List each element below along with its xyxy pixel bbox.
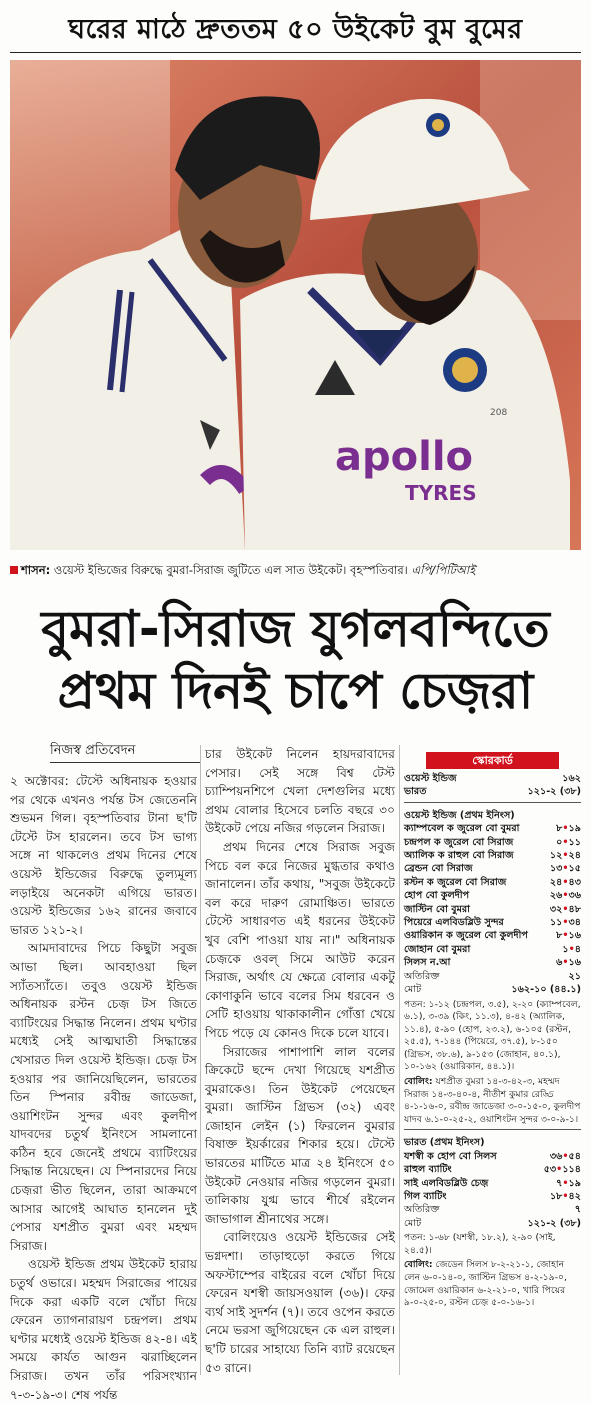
batter-name: রস্টন ক জুরেল বো সিরাজ (404, 876, 507, 888)
batting-row (404, 849, 581, 862)
batting-row (404, 889, 581, 902)
batter-score (556, 1177, 581, 1190)
batter-runs: ১৩ (549, 863, 563, 875)
batter-runs: ৩২ (549, 903, 563, 915)
batter-score (550, 903, 581, 916)
extras-value: ৭ (574, 1204, 581, 1216)
bowling-figures: জেডেন সিলস ৮-২-২১-১, জোহান লেন ৬-০-১৪-০, জাস্টিন গ্রিভস ৪-২-১৯-০, জোমেল ওয়ারিকান ৬-২-২১-০, খারি পিয়ের ৯-০-২৫-০, রস্টন চেজ় ৫-০-১৬-১। (404, 1259, 567, 1309)
article-column-1 (10, 772, 197, 1402)
batter-balls: ১৯ (568, 823, 581, 835)
separator-dot-icon: • (562, 930, 569, 942)
total-label: মোট (404, 1217, 422, 1229)
batting-row (404, 1177, 581, 1190)
summary-row (404, 785, 581, 798)
wi-bowling (404, 1076, 581, 1126)
batter-score (556, 836, 581, 849)
separator-dot-icon: • (562, 890, 569, 902)
batter-name: গিল ব্যাটিং (404, 1191, 447, 1203)
batter-name: ব্রেন্ডন বো সিরাজ (404, 863, 473, 875)
news-photo (10, 60, 581, 550)
summary-score: ১২১-২ (৩৮) (527, 786, 581, 798)
paragraph: ২ অক্টোবর: টেস্টে অধিনায়ক হওয়ার পর থেকে এখনও পর্যন্ত টস জেতেননি শুভমন গিল। বৃহস্পতিবার টানা ছ'টি টেস্টে টস হারলেন। তবে টস ভাগ্য সঙ্গে না থাকলেও প্রথম দিনের শেষে ওয়েস্ট ইন্ডিজের বিরুদ্ধে তুল্যমূল্য লড়াইয়ে অনেকটা এগিয়ে ভারত। ওয়েস্ট ইন্ডিজের ১৬২ রানের জবাবে ভারত ১২১-২। (10, 774, 197, 937)
extras-label: অতিরিক্ত (404, 1204, 440, 1216)
batting-row (404, 1150, 581, 1163)
paragraph: প্রথম দিনের শেষে সিরাজ সবুজ পিচে বল করে নিজের মুগ্ধতার কথাও জানালেন। তাঁর কথায়, "সবুজ উইকেটে বল করে দারুণ রোমাঞ্চিত। ভারতে টেস্টে সাধারণত এই ধরনের উইকেট খুব বেশি পাওয়া যায় না।" অধিনায়ক চেজ়কে ওবল্‌ সিমে আউট করেন সিরাজ, অর্থাৎ যে ক্ষেত্রে বোলার একটু কোণাকুনি ভাবে বলের সিম ধরবেন ও সেটি হাওয়ায় থাকাকালীন গোঁত্তা খেয়ে পিচে পড়ে যে কোনও দিকে চলে যাবে। (205, 839, 395, 1040)
batter-name: চন্দ্রপল ক জুরেল বো সিরাজ (404, 836, 514, 848)
divider (404, 802, 581, 803)
main-headline (10, 598, 581, 722)
batter-runs: ১১ (549, 917, 563, 929)
caption-lead: শাসন: (21, 563, 51, 577)
batter-runs: ১ (562, 943, 569, 955)
separator-dot-icon: • (562, 917, 569, 929)
ind-total-row (404, 1217, 581, 1230)
batter-name: সাই এলবিডব্লিউ চেজ় (404, 1177, 489, 1189)
separator-dot-icon: • (562, 903, 569, 915)
batter-score (550, 889, 581, 902)
separator-dot-icon: • (562, 863, 569, 875)
column-divider (200, 745, 201, 1375)
batting-row (404, 862, 581, 875)
batter-score (550, 876, 581, 889)
batter-runs: ৫৩ (543, 1164, 557, 1176)
batter-balls: ১৫ (568, 863, 581, 875)
scorecard (404, 752, 581, 1374)
extras-label: অতিরিক্ত (404, 970, 440, 982)
separator-dot-icon: • (568, 943, 575, 955)
separator-dot-icon: • (562, 836, 569, 848)
batter-score (556, 929, 581, 942)
scorecard-title: স্কোরকার্ড (426, 752, 559, 769)
batting-row (404, 876, 581, 889)
batter-name: সিলস ন.আ (404, 957, 451, 969)
article-column-2 (205, 745, 395, 1375)
batter-runs: ৮ (556, 930, 563, 942)
batter-balls: ১৬ (568, 930, 581, 942)
batter-runs: ১২ (549, 850, 563, 862)
batter-balls: ৪৮ (568, 903, 581, 915)
caption-credit: এপি/পিটিআই (407, 563, 476, 577)
batter-balls: ১১৪ (562, 1164, 581, 1176)
summary-team: ভারত (404, 786, 427, 798)
extras-value: ২১ (568, 970, 581, 982)
total-value: ১২১-২ (৩৮) (527, 1217, 581, 1229)
paragraph: ওয়েস্ট ইন্ডিজ প্রথম উইকেট হারায় চতুর্থ ওভারে। মহম্মদ সিরাজের পায়ের দিকে করা একটি বলে খোঁচা দিয়ে ফেরেন ত্যাগনারায়ণ চন্দ্রপল। প্রথম ঘণ্টার মধ্যেই ওয়েস্ট ইন্ডিজ ৪২-৪। এই সময়ে কার্যত আগুন ঝরাচ্ছিলেন সিরাজ। তখন তাঁর পরিসংখ্যান ৭-৩-১৯-৩। শেষ পর্যন্ত (10, 1257, 197, 1402)
batter-name: যশস্বী ক হোপ বো সিলস (404, 1150, 497, 1162)
batting-row (404, 929, 581, 942)
batter-balls: ৩৪ (568, 917, 581, 929)
separator-dot-icon: • (556, 1164, 563, 1176)
headline-line-1: বুমরা-সিরাজ যুগলবন্দিতে (41, 600, 550, 658)
batter-score (550, 1190, 581, 1203)
summary-row (404, 772, 581, 785)
wi-innings-title: ওয়েস্ট ইন্ডিজ (প্রথম ইনিংস) (404, 809, 515, 821)
batter-runs: ০ (556, 836, 563, 848)
headline-line-2: প্রথম দিনই চাপে চেজ়রা (57, 662, 534, 720)
batter-name: হোপ বো কুলদীপ (404, 890, 470, 902)
batter-balls: ১৬ (568, 957, 581, 969)
wi-extras-row (404, 970, 581, 983)
separator-dot-icon: • (562, 876, 569, 888)
divider (404, 1129, 581, 1130)
photo-caption (10, 560, 581, 580)
summary-team: ওয়েস্ট ইন্ডিজ (404, 773, 457, 784)
batter-runs: ৭ (556, 1177, 563, 1189)
ind-extras-row (404, 1203, 581, 1216)
batter-balls: ৪৩ (568, 876, 581, 888)
paragraph: সিরাজের পাশাপাশি লাল বলের ক্রিকেটে ছন্দে দেখা গিয়েছে যশপ্রীত বুমরাকেও। তিন উইকেট পেয়েছেন বুমরা। জাস্টিন গ্রিভস (৩২) এবং জোহান লেইন (১) ফিরলেন বুমরার বিষাক্ত ইয়র্কারের শিকার হয়ে। টেস্টে ভারতের মাটিতে মাত্র ২৪ ইনিংসে ৫০ উইকেট নেওয়ার নজির গড়লেন বুমরা। তালিকায় যুগ্ম ভাবে শীর্ষে রইলেন জাভাগাল শ্রীনাথের সঙ্গে। (205, 1044, 395, 1226)
total-label: মোট (404, 984, 422, 996)
batter-score (556, 956, 581, 969)
batter-score (562, 943, 581, 956)
batting-row (404, 822, 581, 835)
batter-balls: ৩৬ (568, 890, 581, 902)
column-divider (399, 745, 400, 1375)
batter-score (550, 862, 581, 875)
byline: নিজস্ব প্রতিবেদন (50, 742, 200, 763)
batter-balls: ৪২ (568, 1191, 581, 1203)
summary-score: ১৬২ (562, 773, 581, 784)
batter-runs: ২৬ (549, 890, 563, 902)
shirt-logo-top: apollo (335, 434, 474, 480)
cricketers-photo (10, 60, 581, 550)
batter-name: ওয়ারিকান ক জুরেল বো কুলদীপ (404, 930, 528, 942)
separator-dot-icon: • (562, 850, 569, 862)
wi-batting-list (404, 822, 581, 969)
batter-score (556, 822, 581, 835)
batter-name: রাহুল ব্যাটিং (404, 1164, 452, 1176)
batting-row (404, 836, 581, 849)
batter-runs: ৩৬ (549, 1150, 563, 1162)
batter-name: পিয়েরে এলবিডব্লিউ সুন্দর (404, 917, 504, 929)
batter-score (550, 1150, 581, 1163)
batting-row (404, 916, 581, 929)
paragraph: চার উইকেট নিলেন হায়দরাবাদের পেসার। সেই সঙ্গে বিশ্ব টেস্ট চ্যাম্পিয়নশিপে খেলা দেশগুলির মধ্যে প্রথম বোলার হিসেবে চলতি বছরে ৩০ উইকেট পেয়ে নজির গড়লেন সিরাজ। (205, 747, 395, 836)
caption-marker-icon (10, 566, 18, 574)
batting-row (404, 956, 581, 969)
batter-balls: ১১ (568, 836, 581, 848)
bowling-figures: যশপ্রীত বুমরা ১৪-৩-৪২-৩, মহম্মদ সিরাজ ১৪-৩-৪০-৪, নীতীশ কুমার রেড্ডি ৪-১-১৬-০, রবীন্দ্র জাডেজা ৩-০-১৫-০, কুলদীপ যাদব ৬.১-০-২৫-২, ওয়াশিংটন সুন্দর ৩-০-৯-১। (404, 1076, 581, 1125)
batter-name: জোহান বো বুমরা (404, 943, 471, 955)
batter-score (550, 916, 581, 929)
wi-fall-of-wickets: পতন: ১-১২ (চন্দ্রপল, ৩.৫), ২-২০ (ক্যাম্পবেল, ৬.১), ৩-৩৯ (কিং, ১১.৩), ৪-৪২ (অ্যালিক, ১১.৪), ৫-৯০ (হোপ, ২৩.২), ৬-১০৫ (রস্টন, ২৫.৫), ৭-১৪৪ (পিয়েরে, ৩৭.৫), ৮-১৫০ (গ্রিভস, ৩৮.৬), ৯-১৫৩ (জোহান, ৪০.১), ১০-১৬২ (ওয়ারিকান, ৪৪.১)। (404, 998, 581, 1073)
batting-row (404, 1163, 581, 1176)
paragraph: আমদাবাদের পিচে কিছুটা সবুজ আভা ছিল। আবহাওয়া ছিল স্যাঁতস্যাঁতে। তবুও ওয়েস্ট ইন্ডিজ অধিনায়ক রস্টন চেজ় টস জিতে ব্যাটিংয়ের সিদ্ধান্ত নিলেন। প্রথম ঘণ্টার মধ্যেই সেই আত্মঘাতী সিদ্ধান্তের খেসারত দিল ওয়েস্ট ইন্ডিজ়। চেজ় টস হওয়ার পর জানিয়েছিলেন, ভারতের তিন স্পিনার রবীন্দ্র জাডেজা, ওয়াশিংটন সুন্দর এবং কুলদীপ যাদবদের চতুর্থ ইনিংসে সামলানো কঠিন হবে জেনেই প্রথমে ব্যাটিংয়ের সিদ্ধান্ত নিয়েছেন। যে স্পিনারদের নিয়ে চেজ়রা ভীত ছিলেন, তারা আক্রমণে আসার আগেই আঘাত হানলেন দুই পেসার যশপ্রীত বুমরা এবং মহম্মদ সিরাজ। (10, 941, 197, 1253)
batting-row (404, 943, 581, 956)
wi-total-row (404, 983, 581, 996)
batter-balls: ১৯ (568, 1177, 581, 1189)
separator-dot-icon: • (562, 1191, 569, 1203)
total-value: ১৬২-১০ (৪৪.১) (511, 984, 581, 996)
top-headline: ঘরের মাঠে দ্রুততম ৫০ উইকেট বুম বুমের (10, 8, 581, 53)
batter-score (544, 1163, 581, 1176)
batter-name: জাস্টিন বো বুমরা (404, 903, 470, 915)
batting-row (404, 1190, 581, 1203)
batter-balls: ৫৪ (568, 1150, 581, 1162)
batter-runs: ১৮ (549, 1191, 563, 1203)
caption-text: ওয়েস্ট ইন্ডিজের বিরুদ্ধে বুমরা-সিরাজ জুটিতে এল সাত উইকেট। বৃহস্পতিবার। (50, 563, 408, 577)
separator-dot-icon: • (562, 1150, 569, 1162)
separator-dot-icon: • (562, 1177, 569, 1189)
batter-balls: ৪ (574, 943, 581, 955)
ind-fall-of-wickets: পতন: ১-৬৮ (যশস্বী, ১৮.২), ২-৯০ (সাই, ২৪.৫)। (404, 1232, 556, 1256)
bowling-label: বোলিং: (404, 1259, 433, 1271)
batter-score (550, 849, 581, 862)
batter-name: ক্যাম্পবেল ক জুরেল বো বুমরা (404, 823, 520, 835)
shirt-number: 208 (490, 408, 508, 418)
batter-balls: ২৪ (568, 850, 581, 862)
separator-dot-icon: • (562, 957, 569, 969)
batting-row (404, 903, 581, 916)
ind-batting-list (404, 1150, 581, 1204)
bowling-label: বোলিং: (404, 1076, 433, 1088)
ind-innings-title: ভারত (প্রথম ইনিংস) (404, 1137, 485, 1149)
shirt-logo-bottom: TYRES (405, 481, 477, 505)
batter-runs: ৬ (556, 957, 563, 969)
batter-name: অ্যালিক ক রাহুল বো সিরাজ (404, 850, 514, 862)
separator-dot-icon: • (562, 823, 569, 835)
batter-runs: ২৪ (549, 876, 563, 888)
ind-bowling (404, 1259, 581, 1309)
batter-runs: ৮ (556, 823, 563, 835)
paragraph: বোলিংয়েও ওয়েস্ট ইন্ডিজের সেই ভগ্নদশা। তাড়াহুড়ো করতে গিয়ে অফস্টাম্পের বাইরের বলে খোঁচা দিয়ে ফেরেন যশস্বী জায়সওয়াল (৩৬)। ফের ব্যর্থ সাই সুদর্শন (৭)। তবে ওপেন করতে নেমে ভরসা জুগিয়েছেন কে এল রাহুল। ছ'টি চারের সাহায্যে তিনি ব্যাট রয়েছেন ৫৩ রানে। (205, 1230, 395, 1375)
